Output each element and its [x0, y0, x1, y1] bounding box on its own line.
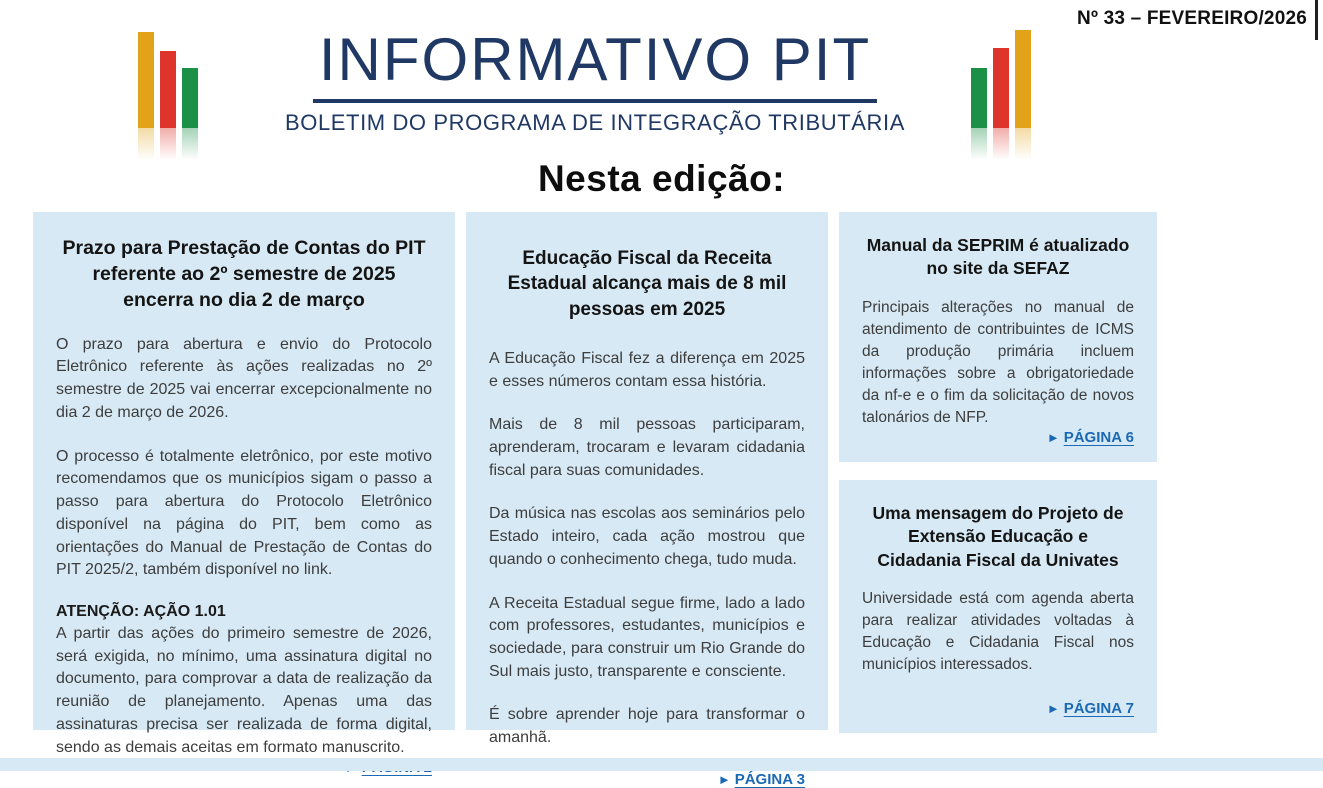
- article-body: [489, 348, 805, 771]
- article-paragraph: Mais de 8 mil pessoas participaram, aprenderam, trocaram e levaram cidadania fiscal para suas comunidades.: [489, 416, 805, 479]
- article-card-manual-seprim: [839, 212, 1157, 462]
- article-card-prazo-prestacao: [33, 212, 455, 756]
- attention-heading: ATENÇÃO: AÇÃO 1.01: [56, 602, 226, 620]
- article-paragraph: É sobre aprender hoje para transformar o amanhã.: [489, 706, 805, 747]
- article-paragraph: O prazo para abertura e envio do Protocolo Eletrônico referente às ações realizadas no 2º semestre de 2025 vai encerrar excepcionalmente no dia 2 de março de 2026.: [56, 335, 432, 421]
- green-bar-icon: [182, 68, 198, 128]
- article-body: [56, 334, 432, 760]
- article-body: [862, 297, 1134, 429]
- gold-bar-icon: [138, 32, 154, 128]
- page-3-link[interactable]: [718, 771, 805, 788]
- article-paragraph: Principais alterações no manual de atendimento de contribuintes de ICMS da produção primária incluem informações sobre a obrigatoriedade da nf-e e o fim da solicitação de novos talonários de NFP.: [862, 298, 1134, 426]
- green-bar-icon: [971, 68, 987, 128]
- article-paragraph: Universidade está com agenda aberta para realizar atividades voltadas à Educação e Cidadania Fiscal nos municípios interessados.: [862, 589, 1134, 673]
- article-body: [862, 588, 1134, 676]
- article-paragraph: Da música nas escolas aos seminários pelo Estado inteiro, cada ação mostrou que quando o conhecimento chega, tudo muda.: [489, 505, 805, 568]
- article-card-mensagem-univates: [839, 480, 1157, 733]
- page-edge-line: [1315, 0, 1318, 40]
- bar-chart-logo-right: [971, 32, 1047, 162]
- page-link-label: PÁGINA 3: [734, 770, 805, 788]
- arrow-right-icon: ►: [1046, 430, 1060, 445]
- bar-chart-logo-left: [138, 32, 214, 162]
- article-paragraph: O processo é totalmente eletrônico, por este motivo recomendamos que os municípios sigam o passo a passo para abertura do Protocolo Eletrônico disponível na página do PIT, bem como as orientações do Manual de Prestação de Contas do PIT 2025/2, também disponível no link.: [56, 447, 432, 579]
- articles-container: [33, 212, 1157, 788]
- footer-strip: [0, 758, 1323, 771]
- newsletter-subtitle: BOLETIM DO PROGRAMA DE INTEGRAÇÃO TRIBUTÁRIA: [284, 110, 906, 135]
- article-card-educacao-fiscal: [466, 212, 828, 788]
- arrow-right-icon: ►: [717, 771, 731, 787]
- article-title: Educação Fiscal da Receita Estadual alcança mais de 8 mil pessoas em 2025: [507, 248, 787, 320]
- section-heading: Nesta edição:: [537, 158, 786, 199]
- article-paragraph: A Educação Fiscal fez a diferença em 2025 e esses números contam essa história.: [489, 349, 805, 390]
- article-paragraph: A Receita Estadual segue firme, lado a lado com professores, estudantes, municípios e sociedade, para construir um Rio Grande do Sul mais justo, transparente e consciente.: [489, 594, 805, 680]
- attention-text: A partir das ações do primeiro semestre de 2026, será exigida, no mínimo, uma assinatura digital no documento, para comprovar a data de realização da reunião de planejamento. Apenas uma das assinaturas precisa ser realizada de forma digital, sendo as demais aceitas em formato manuscrito.: [56, 624, 432, 756]
- article-title: Manual da SEPRIM é atualizado no site da SEFAZ: [866, 235, 1130, 279]
- article-title: Uma mensagem do Projeto de Extensão Educação e Cidadania Fiscal da Univates: [872, 503, 1124, 570]
- page-7-link[interactable]: [1047, 700, 1134, 717]
- gold-bar-icon: [1015, 30, 1031, 128]
- page-link-label: PÁGINA 7: [1063, 700, 1134, 717]
- page-link-label: PÁGINA 6: [1063, 429, 1134, 446]
- page-6-link[interactable]: [1047, 429, 1134, 446]
- newsletter-title: INFORMATIVO PIT: [313, 28, 877, 103]
- masthead: [250, 28, 940, 136]
- issue-date-label: Nº 33 – FEVEREIRO/2026: [1077, 8, 1307, 29]
- third-column: [839, 212, 1157, 733]
- arrow-right-icon: ►: [1046, 701, 1060, 716]
- red-bar-icon: [993, 48, 1009, 128]
- article-title: Prazo para Prestação de Contas do PIT referente ao 2º semestre de 2025 encerra no dia 2 de março: [62, 237, 426, 311]
- red-bar-icon: [160, 51, 176, 128]
